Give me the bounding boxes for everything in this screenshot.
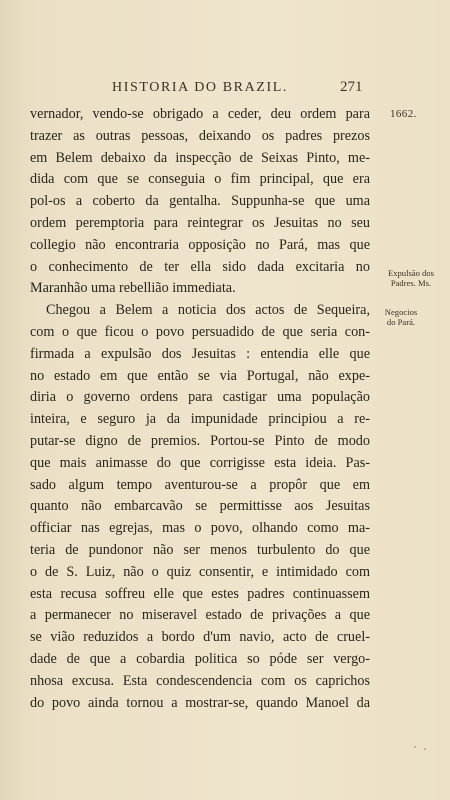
text-line: do povo ainda tornou a mostrar-se, quando Manoel da [30, 694, 370, 711]
text-line: sado algum tempo aventurou-se a propôr que em [30, 476, 370, 493]
text-line: teria de pundonor não ser menos turbulento do que [30, 541, 370, 558]
text-line: inteira, e seguro ja da impunidade principiou a re- [30, 411, 370, 428]
text-line: diria o governo ordens para castigar uma população [30, 389, 370, 406]
margin-note-line: Expulsão dos [387, 268, 435, 278]
text-line: officiar nas egrejas, mas o povo, olhando como ma- [30, 520, 370, 537]
text-line: esta recusa soffreu elle que estes padres continuassem [30, 585, 370, 602]
paper-speck [414, 746, 416, 748]
text-line: putar-se digno de premios. Portou-se Pinto de modo [30, 432, 370, 449]
text-line: com o que ficou o povo persuadido de que seria con- [30, 323, 370, 340]
margin-note-negocios [380, 307, 422, 327]
text-line: pol-os a coberto da gentalha. Suppunha-se que uma [30, 193, 370, 210]
text-line: no estado em que então se via Portugal, não expe- [30, 367, 370, 384]
margin-note-year: 1662. [390, 108, 417, 120]
text-line: se vião reduzidos a bordo d'um navio, acto de cruel- [30, 629, 370, 646]
paper-speck [424, 748, 426, 750]
text-line: o conhecimento de ter ella sido dada excitaria no [30, 258, 370, 275]
margin-note-line: Padres. Ms. [390, 278, 432, 288]
page-header [0, 80, 450, 100]
text-line: ordem peremptoria para reintegrar os Jesuitas no seu [30, 214, 370, 231]
margin-note-line: do Pará. [386, 317, 416, 327]
text-line: em Belem debaixo da inspecção de Seixas Pinto, me- [30, 149, 370, 166]
text-line: trazer as outras pessoas, deixando os padres prezos [30, 127, 370, 144]
text-line: quanto não embarcavão se permittisse aos Jesuitas [30, 498, 370, 515]
text-line: nhosa excusa. Esta condescendencia com os caprichos [30, 672, 370, 689]
text-line: o de S. Luiz, não o quiz consentir, e intimidado com [30, 563, 370, 580]
text-line: dade de que a cobardia politica so póde ser vergo- [30, 650, 370, 667]
text-line: vernador, vendo-se obrigado a ceder, deu ordem para [30, 106, 370, 122]
text-line: dida com que se conseguia o fim principal, que era [30, 171, 370, 188]
body-text [30, 104, 370, 714]
margin-note-expulsao [378, 268, 444, 288]
text-line: Maranhão uma rebellião immediata. [30, 280, 236, 297]
text-line: a permanecer no miseravel estado de privações a que [30, 607, 370, 624]
text-line: collegio não encontraria opposição no Pará, mas que [30, 236, 370, 253]
page-number: 271 [340, 79, 363, 95]
text-line: que mais animasse do que corrigisse esta ideia. Pas- [30, 454, 370, 471]
text-line: firmada a expulsão dos Jesuitas : entendia elle que [30, 345, 370, 362]
running-title: HISTORIA DO BRAZIL. [112, 80, 288, 95]
margin-note-line: Negocios [384, 307, 418, 317]
text-line: Chegou a Belem a noticia dos actos de Sequeira, [46, 302, 370, 319]
